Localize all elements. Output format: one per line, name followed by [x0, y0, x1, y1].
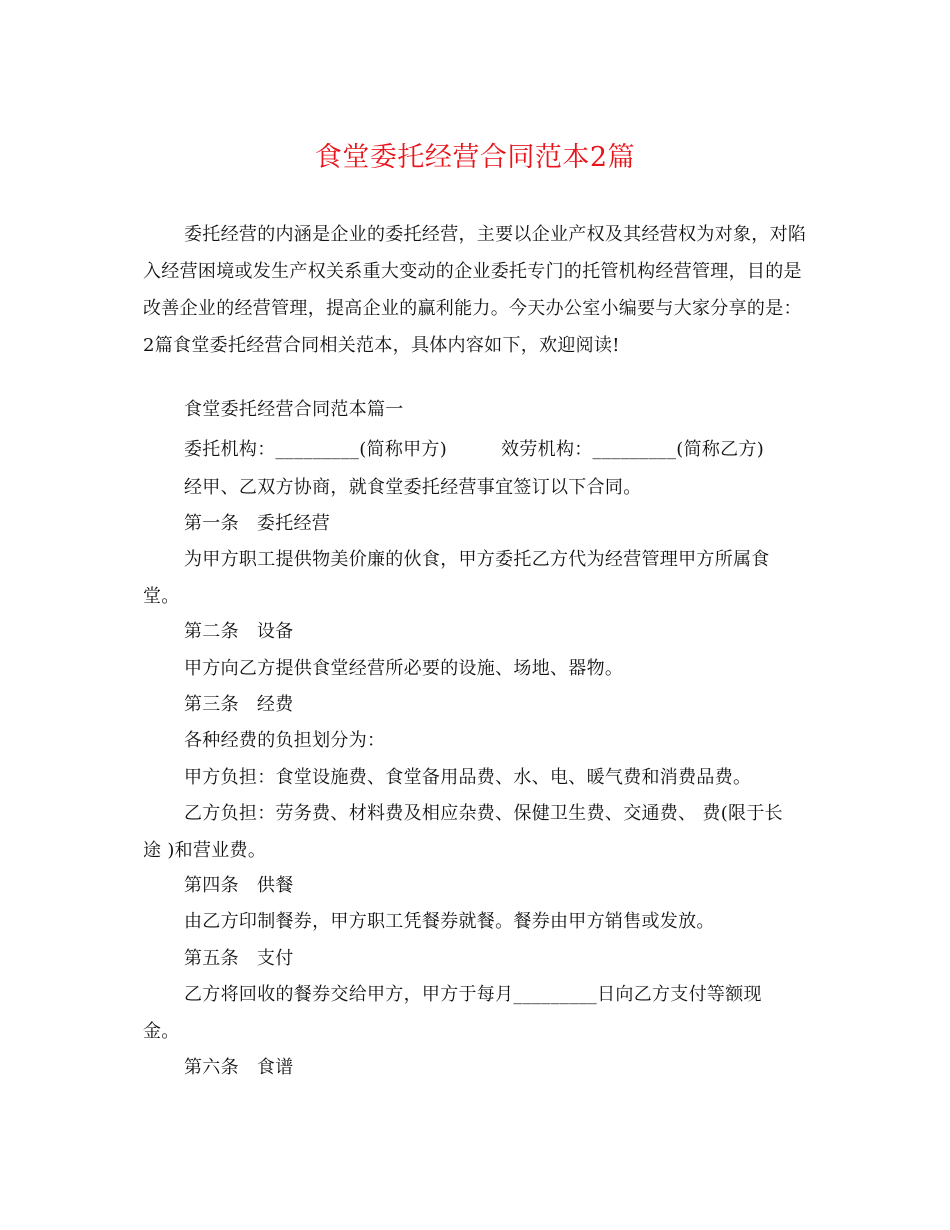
article-label: 第二条 [184, 621, 239, 642]
article-4-text: 由乙方印制餐券，甲方职工凭餐券就餐。餐券由甲方销售或发放。 [184, 911, 715, 932]
client-party: 委托机构：_________(简称甲方) [184, 439, 448, 460]
article-3-heading [184, 690, 294, 720]
article-2-text: 甲方向乙方提供食堂经营所必要的设施、场地、器物。 [184, 658, 624, 679]
article-label: 第四条 [184, 875, 239, 896]
article-3-text-3-line-2: 途 )和营业费。 [143, 840, 267, 861]
article-5-text-line-2: 金。 [143, 1021, 180, 1042]
article-2-heading [184, 617, 294, 647]
parties-line [184, 435, 764, 465]
article-title: 委托经营 [256, 513, 331, 534]
article-3-text-1: 各种经费的负担划分为： [184, 730, 386, 751]
document-title: 食堂委托经营合同范本2篇 [314, 142, 636, 173]
article-3-text-3-line-1: 乙方负担：劳务费、材料费及相应杂费、保健卫生费、交通费、 费(限于长 [184, 803, 783, 824]
article-title: 支付 [256, 948, 294, 969]
article-title: 食谱 [256, 1057, 294, 1078]
service-party: 效劳机构：_________(简称乙方) [501, 439, 765, 460]
article-5-heading [184, 944, 294, 974]
section-heading: 食堂委托经营合同范本篇一 [184, 399, 404, 420]
article-title: 设备 [256, 621, 294, 642]
article-3-text-2: 甲方负担：食堂设施费、食堂备用品费、水、电、暖气费和消费品费。 [184, 767, 752, 788]
article-label: 第一条 [184, 513, 239, 534]
article-1-heading [184, 509, 330, 539]
article-1-text-line-1: 为甲方职工提供物美价廉的伙食，甲方委托乙方代为经营管理甲方所属食 [184, 549, 770, 570]
article-4-heading [184, 871, 294, 901]
article-label: 第三条 [184, 694, 239, 715]
article-label: 第五条 [184, 948, 239, 969]
article-title: 供餐 [256, 875, 294, 896]
article-1-text-line-2: 堂。 [143, 586, 180, 607]
article-label: 第六条 [184, 1057, 239, 1078]
article-5-text-line-1: 乙方将回收的餐券交给甲方，甲方于每月_________日向乙方支付等额现 [184, 984, 762, 1005]
article-6-heading [184, 1053, 294, 1083]
article-title: 经费 [256, 694, 294, 715]
preamble: 经甲、乙双方协商，就食堂委托经营事宜签订以下合同。 [184, 477, 642, 498]
intro-paragraph: 委托经营的内涵是企业的委托经营，主要以企业产权及其经营权为对象，对陷入经营困境或发生产权关系重大变动的企业委托专门的托管机构经营管理，目的是改善企业的经营管理，提高企业的赢利能力。今天办公室小编要与大家分享的是：2篇食堂委托经营合同相关范本，具体内容如下，欢迎阅读! [143, 224, 807, 356]
